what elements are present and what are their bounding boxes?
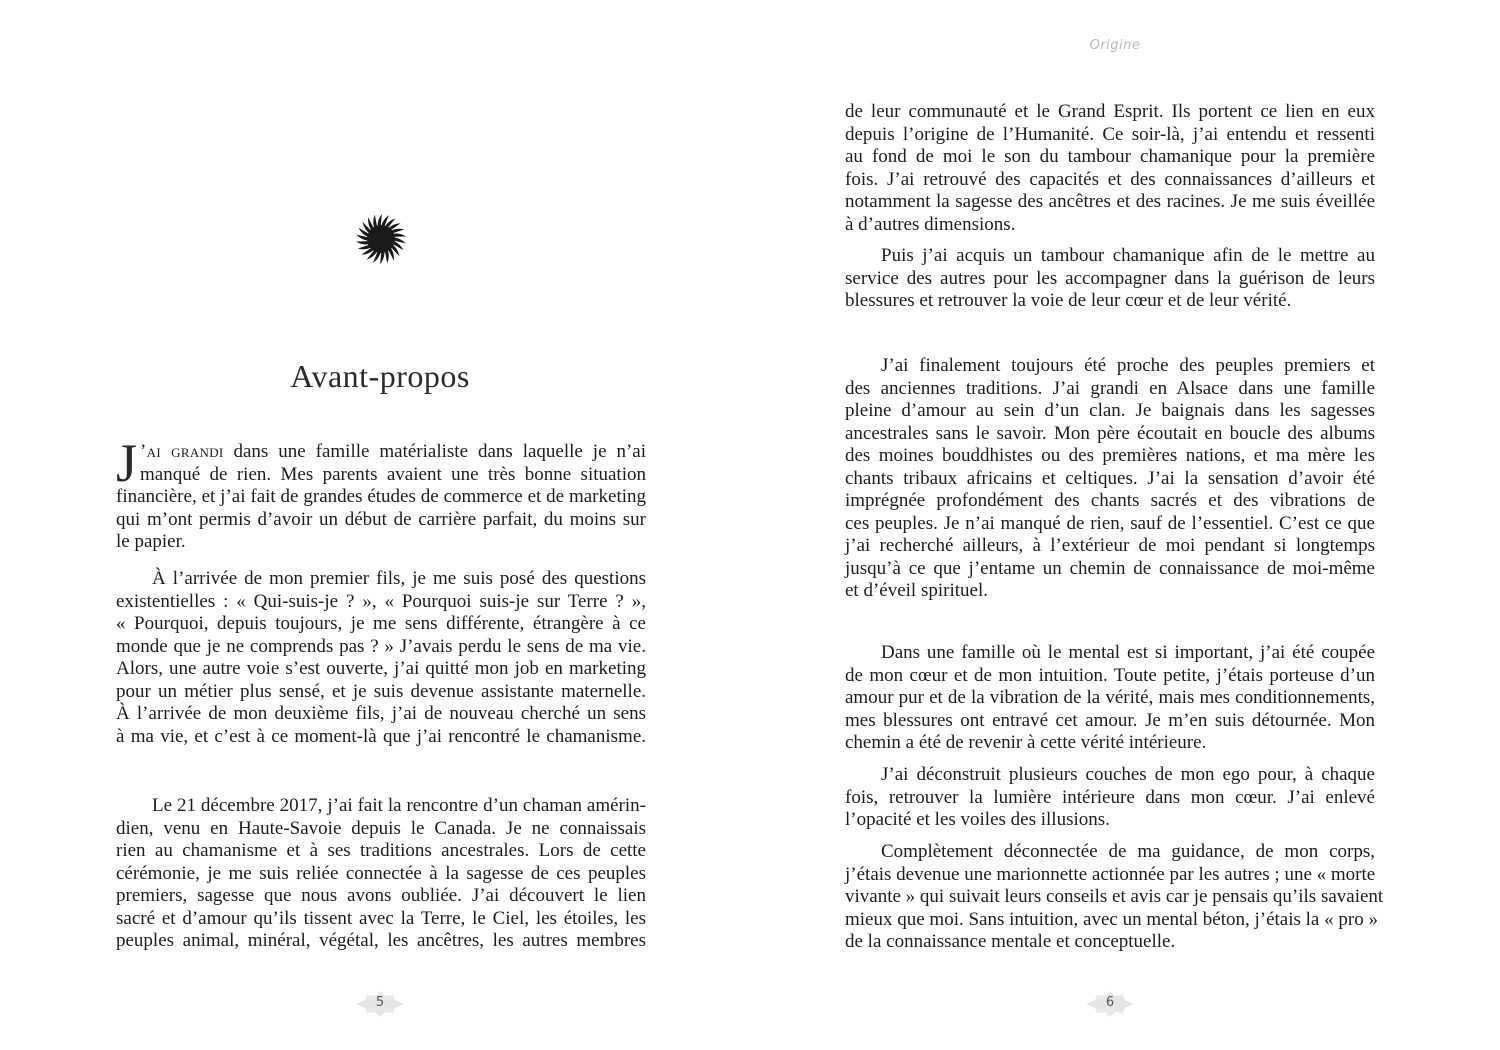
- opening-words: ’ai grandi: [140, 441, 224, 462]
- text-line: à ma vie, et c’est à ce moment-là que j’ai rencontré le chamanisme.: [116, 725, 646, 747]
- text-line: notamment la sagesse des ancêtres et des racines. Je me suis éveillée: [845, 191, 1375, 212]
- text-line: À l’arrivée de mon premier fils, je me suis posé des questions: [152, 568, 646, 589]
- text-line: ancestrales sans le savoir. Mon père écoutait en boucle des albums: [845, 422, 1375, 444]
- text-line: Dans une famille où le mental est si important, j’ai été coupée: [881, 642, 1375, 663]
- text-line: au fond de moi le son du tambour chamanique pour la première: [845, 146, 1375, 167]
- text-line: j’étais devenue une marionnette actionnée par les autres ; une « morte: [845, 863, 1376, 885]
- text-line: Puis j’ai acquis un tambour chamanique afin de le mettre au: [881, 245, 1375, 266]
- text-line: mes blessures ont entravé cet amour. Je m’en suis détournée. Mon: [845, 709, 1375, 731]
- text-line: depuis l’origine de l’Humanité. Ce soir-là, j’ai entendu et ressenti: [845, 123, 1375, 145]
- chapter-title: Avant-propos: [290, 358, 470, 394]
- paragraph: [845, 841, 1384, 954]
- text-line: Alors, une autre voie s’est ouverte, j’ai quitté mon job en marketing: [116, 658, 646, 679]
- text-line: manqué de rien. Mes parents avaient une très bonne situation: [140, 463, 646, 485]
- text-line: ces peuples. Je n’ai manqué de rien, sauf de l’essentiel. C’est ce que: [845, 512, 1375, 534]
- text-line: chemin a été de revenir à cette vérité intérieure.: [845, 732, 1207, 753]
- paragraph: [845, 101, 1375, 236]
- text-line: de leur communauté et le Grand Esprit. Ils portent ce lien en eux: [845, 101, 1375, 122]
- text-line: de la connaissance mentale et conceptuelle.: [845, 931, 1176, 952]
- text-line: Complètement déconnectée de ma guidance, de mon corps,: [881, 841, 1375, 862]
- text-line: chants tribaux africains et celtiques. J’ai la sensation d’avoir été: [845, 467, 1375, 489]
- running-header: Origine: [1089, 38, 1141, 53]
- text-line: qui m’ont permis d’avoir un début de carrière parfait, du moins sur: [116, 508, 646, 530]
- text-line: pour un métier plus sensé, et je suis devenue assistante maternelle.: [116, 680, 646, 702]
- text-line: Le 21 décembre 2017, j’ai fait la rencontre d’un chaman amérin-: [152, 795, 646, 816]
- text-line: j’ai recherché ailleurs, à l’extérieur de moi pendant si longtemps: [845, 535, 1375, 556]
- page-number-text: 5: [375, 995, 385, 1010]
- text-line: rien au chamanisme et à ses traditions ancestrales. Lors de cette: [116, 840, 646, 861]
- text-line: imprégnée profondément des chants sacrés et des vibrations de: [845, 490, 1375, 511]
- page-number: [1085, 990, 1135, 1018]
- text-line: fois. J’ai retrouvé des capacités et des connaissances d’ailleurs et: [845, 168, 1375, 190]
- text-line: « Pourquoi, depuis toujours, je me sens différente, étrangère à ce: [116, 613, 646, 634]
- paragraph: [845, 245, 1375, 313]
- text-line: existentielles : « Qui-suis-je ? », « Pourquoi suis-je sur Terre ? »,: [116, 590, 646, 612]
- text-line: premiers, sagesse que nous avons oubliée. J’ai découvert le lien: [116, 885, 646, 906]
- text-line: des anciennes traditions. J’ai grandi en Alsace dans une famille: [845, 377, 1375, 399]
- text-line: jusqu’à ce que j’entame un chemin de connaissance de moi-même: [845, 557, 1375, 579]
- page-number-text: 6: [1105, 995, 1115, 1010]
- text-line: À l’arrivée de mon deuxième fils, j’ai de nouveau cherché un sens: [116, 703, 646, 724]
- text-line: blessures et retrouver la voie de leur cœur et de leur vérité.: [845, 290, 1292, 311]
- text-line: vivante » qui suivait leurs conseils et avis car je pensais qu’ils savaient: [845, 886, 1384, 907]
- text-line: ’ai grandi dans une famille matérialiste dans laquelle je n’ai: [140, 441, 646, 462]
- paragraph: [845, 764, 1375, 832]
- drop-cap: J: [116, 433, 138, 493]
- paragraph: [845, 642, 1375, 755]
- paragraph: [845, 355, 1375, 603]
- text-line: amour pur et de la vibration de la vérité, mais mes conditionnements,: [845, 687, 1375, 708]
- text-line: le papier.: [116, 531, 186, 552]
- text-line: financière, et j’ai fait de grandes études de commerce et de marketing: [116, 486, 646, 507]
- text-line: dien, venu en Haute-Savoie depuis le Canada. Je ne connaissais: [116, 817, 646, 839]
- text-line: J’ai finalement toujours été proche des peuples premiers et: [881, 355, 1375, 376]
- text-line: service des autres pour les accompagner dans la guérison de leurs: [845, 267, 1375, 289]
- text-line: monde que je ne comprends pas ? » J’avais perdu le sens de ma vie.: [116, 635, 646, 657]
- text-line: peuples animal, minéral, végétal, les ancêtres, les autres membres: [116, 930, 646, 951]
- text-line: mieux que moi. Sans intuition, avec un mental béton, j’étais la « pro »: [845, 908, 1378, 930]
- text-line: sacré et d’amour qu’ils tissent avec la Terre, le Ciel, les étoiles, les: [116, 907, 646, 929]
- text-line: des moines bouddhistes ou des premières nations, et ma mère les: [845, 445, 1375, 466]
- text-line: l’opacité et les voiles des illusions.: [845, 809, 1110, 830]
- text-line: fois, retrouver la lumière intérieure dans mon cœur. J’ai enlevé: [845, 786, 1375, 808]
- text-line: pleine d’amour au sein d’un clan. Je baignais dans les sagesses: [845, 400, 1375, 421]
- text-line: à d’autres dimensions.: [845, 213, 1016, 235]
- text-line: cérémonie, je me suis reliée connectée à la sagesse de ces peuples: [116, 862, 646, 884]
- text-line: J’ai déconstruit plusieurs couches de mon ego pour, à chaque: [881, 764, 1375, 785]
- text-line: et d’éveil spirituel.: [845, 580, 988, 601]
- text-line: de mon cœur et de mon intuition. Toute petite, j’étais porteuse d’un: [845, 664, 1375, 686]
